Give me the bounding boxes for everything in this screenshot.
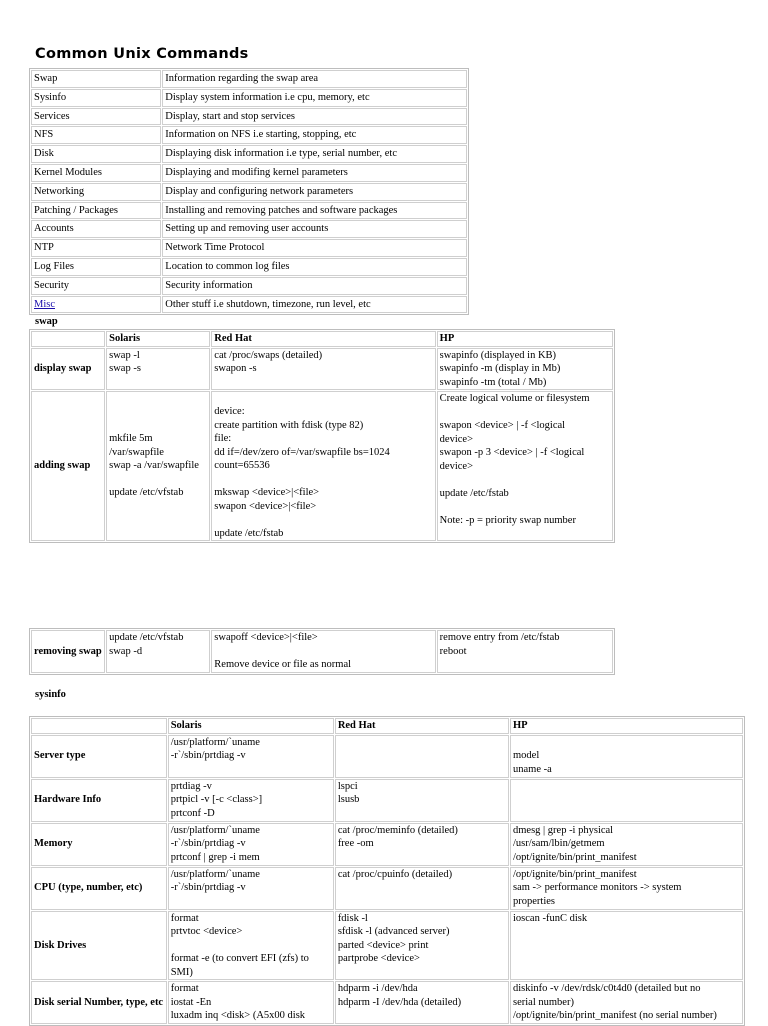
cell-line <box>214 513 432 527</box>
cell-line: create partition with fdisk (type 82) <box>214 419 364 431</box>
index-name-cell: NTP <box>31 239 161 257</box>
index-desc-cell: Other stuff i.e shutdown, timezone, run level, etc <box>162 296 467 314</box>
sysinfo-header-row <box>31 718 743 734</box>
cell-line: -r`/sbin/prtdiag -v <box>170 838 246 849</box>
sysinfo-solaris-cell <box>168 779 334 822</box>
sysinfo-row-label: Server type <box>31 735 167 778</box>
cell-line: /opt/ignite/bin/print_manifest <box>513 868 637 880</box>
cell-line: /usr/platform/`uname <box>170 736 260 748</box>
index-name-cell: Log Files <box>31 258 161 276</box>
cell-line: update /etc/fstab <box>214 527 284 539</box>
cell-line: -r`/sbin/prtdiag -v <box>170 750 246 761</box>
sysinfo-row <box>31 735 743 778</box>
sysinfo-hp-cell <box>510 867 743 910</box>
index-name-cell: Disk <box>31 145 161 163</box>
cell-line: /usr/platform/`uname <box>170 824 260 836</box>
sysinfo-row <box>31 911 743 981</box>
sysinfo-redhat-cell <box>335 779 509 822</box>
cell-line: mkswap <device>|<file> <box>214 487 320 498</box>
sysinfo-row <box>31 823 743 866</box>
swap-display-redhat <box>211 348 435 391</box>
cell-line: serial number) <box>513 996 574 1008</box>
cell-line: update /etc/vfstab <box>109 487 184 499</box>
swap-header-hp: HP <box>437 331 613 347</box>
index-name-cell <box>31 296 161 314</box>
cell-line: file: <box>214 433 232 444</box>
index-name-cell: Security <box>31 277 161 295</box>
cell-line: uname -a <box>513 763 552 775</box>
cell-line: cat /proc/swaps (detailed) <box>214 349 323 361</box>
swap-table <box>29 329 615 543</box>
sysinfo-heading: sysinfo <box>35 689 66 700</box>
cell-line: Create logical volume or filesystem <box>439 393 590 404</box>
swap-adding-hp <box>437 391 613 541</box>
index-desc-cell: Displaying disk information i.e type, serial number, etc <box>162 145 467 163</box>
index-desc-cell: Displaying and modifing kernel parameters <box>162 164 467 182</box>
sysinfo-solaris-cell <box>168 867 334 910</box>
cell-line: iostat -En <box>170 996 212 1008</box>
swap-adding-label: adding swap <box>31 391 105 541</box>
cell-line: count=65536 <box>214 460 270 471</box>
cell-line: /opt/ignite/bin/print_manifest (no serial number) <box>513 1010 717 1021</box>
cell-line <box>513 736 740 750</box>
sysinfo-header-blank <box>31 718 167 734</box>
index-row <box>31 108 467 126</box>
sysinfo-hp-cell <box>510 981 743 1024</box>
index-row <box>31 145 467 163</box>
index-name-cell: Networking <box>31 183 161 201</box>
cell-line: prtconf -D <box>170 807 215 819</box>
index-row <box>31 258 467 276</box>
swap-display-hp <box>437 348 613 391</box>
cell-line: swapon <device>|<file> <box>214 500 317 512</box>
swap-removing-redhat <box>211 630 435 673</box>
index-desc-cell: Setting up and removing user accounts <box>162 220 467 238</box>
swap-removing-hp <box>437 630 613 673</box>
index-row <box>31 202 467 220</box>
cell-line: /opt/ignite/bin/print_manifest <box>513 851 637 863</box>
swap-removing-label: removing swap <box>31 630 105 673</box>
sysinfo-row <box>31 867 743 910</box>
sysinfo-redhat-cell <box>335 981 509 1024</box>
sysinfo-redhat-cell <box>335 735 509 778</box>
index-name-cell: NFS <box>31 126 161 144</box>
index-name-cell: Kernel Modules <box>31 164 161 182</box>
cell-line: free -om <box>337 838 374 849</box>
cell-line <box>214 645 432 659</box>
cell-line: swapinfo -m (display in Mb) <box>439 363 561 374</box>
sysinfo-row-label: Disk Drives <box>31 911 167 981</box>
cell-line: diskinfo -v /dev/rdsk/c0t4d0 (detailed but no <box>513 983 701 994</box>
cell-line: update /etc/vfstab <box>109 632 184 643</box>
cell-line: /usr/sam/lbin/getmem <box>513 838 605 849</box>
cell-line: Note: -p = priority swap number <box>439 514 576 526</box>
cell-line: lsusb <box>337 794 360 805</box>
cell-line: parted <device> print <box>337 939 429 951</box>
cell-line: prtpicl -v [-c <class>] <box>170 794 263 805</box>
sysinfo-table <box>29 716 745 1026</box>
sysinfo-row-label: CPU (type, number, etc) <box>31 867 167 910</box>
cell-line <box>440 500 610 514</box>
cell-line: swap -a /var/swapfile <box>109 460 199 472</box>
index-row <box>31 239 467 257</box>
index-row <box>31 89 467 107</box>
sysinfo-row-label: Disk serial Number, type, etc <box>31 981 167 1024</box>
swap-heading: swap <box>35 316 58 327</box>
index-name-cell: Services <box>31 108 161 126</box>
cell-line: cat /proc/meminfo (detailed) <box>337 824 458 836</box>
sysinfo-header-solaris: Solaris <box>168 718 334 734</box>
cell-line: device> <box>439 433 473 445</box>
index-desc-cell: Display and configuring network parameters <box>162 183 467 201</box>
index-desc-cell: Display system information i.e cpu, memory, etc <box>162 89 467 107</box>
index-row <box>31 296 467 314</box>
index-table <box>29 68 469 315</box>
index-desc-cell: Information on NFS i.e starting, stopping, etc <box>162 126 467 144</box>
cell-line: swapon -s <box>214 363 257 374</box>
index-row <box>31 277 467 295</box>
cell-line: dmesg | grep -i physical <box>513 824 614 836</box>
sysinfo-row <box>31 981 743 1024</box>
cell-line: swapon <device> | -f <logical <box>439 420 566 431</box>
index-name-cell: Patching / Packages <box>31 202 161 220</box>
cell-line <box>440 406 610 420</box>
cell-line: reboot <box>439 645 467 657</box>
cell-line: swapinfo -tm (total / Mb) <box>439 376 547 388</box>
index-desc-cell: Display, start and stop services <box>162 108 467 126</box>
cell-line: swap -s <box>109 363 141 374</box>
cell-line: prtdiag -v <box>170 780 212 792</box>
sysinfo-row-label: Memory <box>31 823 167 866</box>
cell-line: fdisk -l <box>337 912 368 924</box>
index-row <box>31 183 467 201</box>
swap-display-solaris <box>106 348 210 391</box>
swap-adding-redhat <box>211 391 435 541</box>
swap-removing-solaris <box>106 630 210 673</box>
cell-line: partprobe <device> <box>337 953 420 964</box>
index-desc-cell: Information regarding the swap area <box>162 70 467 88</box>
cell-line: luxadm inq <disk> (A5x00 disk <box>170 1010 306 1021</box>
index-row <box>31 220 467 238</box>
cell-line: device: <box>214 406 245 417</box>
sysinfo-solaris-cell <box>168 735 334 778</box>
cell-line: model <box>513 750 540 761</box>
cell-line: remove entry from /etc/fstab <box>439 632 560 643</box>
cell-line: dd if=/dev/zero of=/var/swapfile bs=1024 <box>214 446 390 458</box>
swap-removing-table <box>29 628 615 675</box>
swap-header-blank <box>31 331 105 347</box>
sysinfo-redhat-cell <box>335 823 509 866</box>
swap-adding-row <box>31 391 613 541</box>
sysinfo-header-redhat: Red Hat <box>335 718 509 734</box>
index-row <box>31 126 467 144</box>
sysinfo-solaris-cell <box>168 823 334 866</box>
index-desc-cell: Installing and removing patches and software packages <box>162 202 467 220</box>
swap-header-redhat: Red Hat <box>211 331 435 347</box>
cell-line: format <box>170 912 199 924</box>
index-name-cell: Swap <box>31 70 161 88</box>
cell-line <box>214 473 432 487</box>
sysinfo-header-hp: HP <box>510 718 743 734</box>
cell-line: cat /proc/cpuinfo (detailed) <box>337 868 453 880</box>
cell-line: swap -d <box>109 645 143 657</box>
index-name-cell: Accounts <box>31 220 161 238</box>
cell-line: swap -l <box>109 349 140 361</box>
cell-line <box>440 473 610 487</box>
index-desc-cell: Network Time Protocol <box>162 239 467 257</box>
cell-line: update /etc/fstab <box>439 487 509 499</box>
sysinfo-hp-cell <box>510 823 743 866</box>
sysinfo-redhat-cell <box>335 911 509 981</box>
swap-display-label: display swap <box>31 348 105 391</box>
cell-line: /usr/platform/`uname <box>170 868 260 880</box>
sysinfo-solaris-cell <box>168 981 334 1024</box>
cell-line <box>171 939 331 953</box>
swap-adding-solaris <box>106 391 210 541</box>
index-name-cell: Sysinfo <box>31 89 161 107</box>
sysinfo-hp-cell <box>510 735 743 778</box>
cell-line: hdparm -i /dev/hda <box>337 983 418 994</box>
cell-line: swapon -p 3 <device> | -f <logical <box>439 447 585 458</box>
cell-line: mkfile 5m <box>109 433 153 445</box>
misc-link[interactable]: Misc <box>34 298 55 310</box>
cell-line: hdparm -I /dev/hda (detailed) <box>337 996 462 1008</box>
swap-removing-row <box>31 630 613 673</box>
cell-line: ioscan -funC disk <box>513 912 588 924</box>
cell-line: swapinfo (displayed in KB) <box>439 349 557 361</box>
cell-line: lspci <box>337 780 358 792</box>
cell-line: prtconf | grep -i mem <box>170 851 260 863</box>
sysinfo-row-label: Hardware Info <box>31 779 167 822</box>
cell-line: /var/swapfile <box>109 446 164 458</box>
sysinfo-redhat-cell <box>335 867 509 910</box>
sysinfo-hp-cell <box>510 779 743 822</box>
cell-line: device> <box>439 460 473 472</box>
cell-line: prtvtoc <device> <box>170 926 243 937</box>
swap-display-row <box>31 348 613 391</box>
page-title: Common Unix Commands <box>35 46 249 62</box>
cell-line: swapoff <device>|<file> <box>214 632 318 643</box>
sysinfo-row <box>31 779 743 822</box>
sysinfo-solaris-cell <box>168 911 334 981</box>
cell-line: sam -> performance monitors -> system <box>513 882 682 893</box>
index-desc-cell: Security information <box>162 277 467 295</box>
index-row <box>31 70 467 88</box>
cell-line: Remove device or file as normal <box>214 659 352 670</box>
sysinfo-hp-cell <box>510 911 743 981</box>
cell-line: SMI) <box>170 966 193 978</box>
cell-line: format <box>170 983 199 994</box>
cell-line: properties <box>513 895 556 907</box>
index-row <box>31 164 467 182</box>
swap-header-row <box>31 331 613 347</box>
swap-header-solaris: Solaris <box>106 331 210 347</box>
cell-line: -r`/sbin/prtdiag -v <box>170 882 246 893</box>
cell-line: format -e (to convert EFI (zfs) to <box>170 953 309 964</box>
cell-line: sfdisk -l (advanced server) <box>337 926 450 937</box>
cell-line <box>109 473 207 487</box>
index-desc-cell: Location to common log files <box>162 258 467 276</box>
